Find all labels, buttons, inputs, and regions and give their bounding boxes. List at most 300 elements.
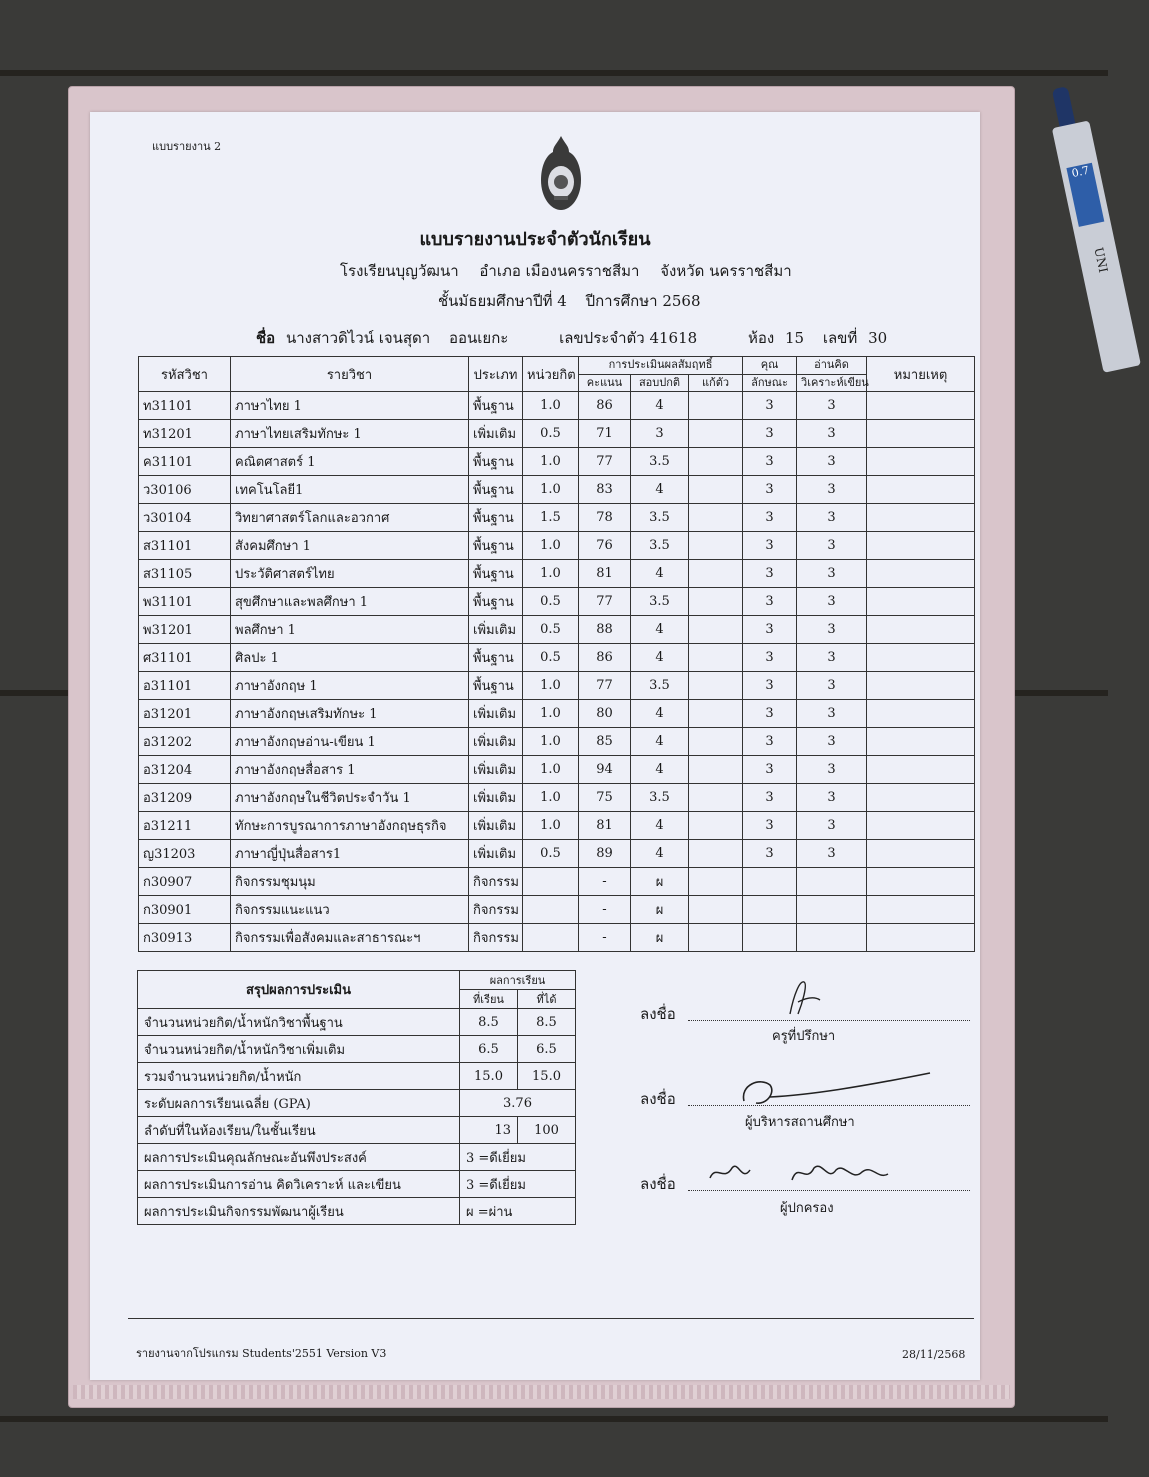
subject-character [743, 868, 797, 896]
subject-character: 3 [743, 784, 797, 812]
subject-name: กิจกรรมชุมนุม [231, 868, 469, 896]
subject-remark [867, 532, 975, 560]
grade-rows [139, 392, 975, 952]
header-code: รหัสวิชา [139, 357, 231, 392]
eval-label: ผลการประเมินการอ่าน คิดวิเคราะห์ และเขียน [138, 1171, 460, 1198]
subject-grade: 4 [631, 756, 689, 784]
summary-row-enrolled: 6.5 [460, 1036, 518, 1063]
subject-name: ภาษาอังกฤษในชีวิตประจำวัน 1 [231, 784, 469, 812]
subject-code: ก30901 [139, 896, 231, 924]
subject-grade: ผ [631, 896, 689, 924]
subject-type: พื้นฐาน [469, 532, 523, 560]
subject-credit: 0.5 [523, 616, 579, 644]
subject-character: 3 [743, 728, 797, 756]
subject-name: พลศึกษา 1 [231, 616, 469, 644]
summary-table [137, 970, 576, 1225]
table-row [139, 476, 975, 504]
header-type: ประเภท [469, 357, 523, 392]
subject-score: 77 [579, 588, 631, 616]
subject-character: 3 [743, 560, 797, 588]
subject-code: ท31201 [139, 420, 231, 448]
subject-score: 71 [579, 420, 631, 448]
subject-remark [867, 700, 975, 728]
pen-body [1052, 120, 1141, 372]
subject-code: ส31105 [139, 560, 231, 588]
subject-name: กิจกรรมแนะแนว [231, 896, 469, 924]
table-row [139, 616, 975, 644]
subject-type: เพิ่มเติม [469, 784, 523, 812]
subject-reading: 3 [797, 588, 867, 616]
subject-name: สังคมศึกษา 1 [231, 532, 469, 560]
subject-grade: 3.5 [631, 588, 689, 616]
room-value: 15 [784, 329, 805, 347]
subject-retake [689, 728, 743, 756]
subject-type: เพิ่มเติม [469, 840, 523, 868]
folder-zip-strip [73, 1385, 1010, 1399]
subject-reading: 3 [797, 644, 867, 672]
subject-score: 80 [579, 700, 631, 728]
subject-score: 94 [579, 756, 631, 784]
subject-reading: 3 [797, 504, 867, 532]
subject-retake [689, 448, 743, 476]
subject-score: 81 [579, 560, 631, 588]
subject-type: เพิ่มเติม [469, 756, 523, 784]
gpa-label: ระดับผลการเรียนเฉลี่ย (GPA) [138, 1090, 460, 1117]
eval-value: 3 =ดีเยี่ยม [460, 1171, 576, 1198]
subject-character [743, 924, 797, 952]
table-row [139, 420, 975, 448]
header-remark: หมายเหตุ [867, 357, 975, 392]
subject-grade: 3.5 [631, 504, 689, 532]
subject-character: 3 [743, 588, 797, 616]
summary-row-earned: 6.5 [518, 1036, 576, 1063]
subject-credit: 1.0 [523, 784, 579, 812]
table-row [139, 924, 975, 952]
eval-value: ผ =ผ่าน [460, 1198, 576, 1225]
subject-character: 3 [743, 812, 797, 840]
summary-title: สรุปผลการประเมิน [138, 971, 460, 1009]
signature-prefix: ลงชื่อ [640, 1175, 676, 1193]
subject-credit: 1.5 [523, 504, 579, 532]
table-row [139, 560, 975, 588]
subject-code: พ31101 [139, 588, 231, 616]
pen [1040, 82, 1149, 385]
subject-type: กิจกรรม [469, 924, 523, 952]
subject-remark [867, 616, 975, 644]
subject-credit: 0.5 [523, 588, 579, 616]
subject-character: 3 [743, 476, 797, 504]
subject-code: ว30106 [139, 476, 231, 504]
subject-credit: 0.5 [523, 840, 579, 868]
subject-character: 3 [743, 616, 797, 644]
subject-reading: 3 [797, 728, 867, 756]
subject-remark [867, 728, 975, 756]
subject-retake [689, 700, 743, 728]
subject-code: อ31201 [139, 700, 231, 728]
subject-grade: 3 [631, 420, 689, 448]
subject-reading: 3 [797, 812, 867, 840]
subject-code: อ31204 [139, 756, 231, 784]
signature-line [688, 1020, 970, 1021]
subject-retake [689, 504, 743, 532]
report-paper [90, 112, 980, 1380]
subject-code: ว30104 [139, 504, 231, 532]
subject-code: ศ31101 [139, 644, 231, 672]
footer-rule [128, 1318, 974, 1319]
subject-name: ภาษาญี่ปุ่นสื่อสาร1 [231, 840, 469, 868]
number-label: เลขที่ [822, 329, 858, 347]
subject-grade: 3.5 [631, 448, 689, 476]
student-name: นางสาวดิไวน์ เจนสุดา [285, 329, 431, 347]
subject-reading: 3 [797, 448, 867, 476]
subject-retake [689, 644, 743, 672]
subject-code: ก30913 [139, 924, 231, 952]
subject-type: กิจกรรม [469, 896, 523, 924]
subject-character: 3 [743, 392, 797, 420]
eval-label: ผลการประเมินกิจกรรมพัฒนาผู้เรียน [138, 1198, 460, 1225]
summary-result-header: ผลการเรียน [460, 971, 576, 990]
table-row [139, 728, 975, 756]
subject-score: - [579, 924, 631, 952]
subject-credit: 0.5 [523, 644, 579, 672]
subject-remark [867, 812, 975, 840]
subject-remark [867, 392, 975, 420]
subject-remark [867, 896, 975, 924]
header-character-1: คุณ [743, 357, 797, 375]
subject-score: 77 [579, 672, 631, 700]
table-row [139, 784, 975, 812]
subject-score: 75 [579, 784, 631, 812]
advisor-signature [780, 974, 826, 1024]
subject-character: 3 [743, 448, 797, 476]
table-row [139, 392, 975, 420]
pen-brand: UNI [1091, 246, 1111, 274]
subject-grade: 4 [631, 644, 689, 672]
footer-date: 28/11/2568 [902, 1348, 966, 1361]
signature-prefix: ลงชื่อ [640, 1005, 676, 1023]
table-row [139, 448, 975, 476]
director-signature [740, 1067, 940, 1115]
subject-retake [689, 812, 743, 840]
subject-reading: 3 [797, 700, 867, 728]
subject-remark [867, 756, 975, 784]
subject-score: - [579, 896, 631, 924]
subject-remark [867, 448, 975, 476]
table-row [139, 812, 975, 840]
subject-name: ภาษาอังกฤษเสริมทักษะ 1 [231, 700, 469, 728]
subject-reading [797, 896, 867, 924]
subject-type: พื้นฐาน [469, 588, 523, 616]
subject-credit: 0.5 [523, 420, 579, 448]
subject-name: ภาษาอังกฤษสื่อสาร 1 [231, 756, 469, 784]
subject-type: พื้นฐาน [469, 476, 523, 504]
subject-remark [867, 924, 975, 952]
subject-remark [867, 868, 975, 896]
academic-year: ปีการศึกษา 2568 [585, 292, 701, 310]
pen-label: 0.7 [1066, 163, 1104, 227]
subject-grade: 3.5 [631, 784, 689, 812]
subject-retake [689, 616, 743, 644]
table-row [139, 588, 975, 616]
subject-code: อ31211 [139, 812, 231, 840]
subject-remark [867, 476, 975, 504]
subject-retake [689, 924, 743, 952]
signature-role: ผู้บริหารสถานศึกษา [745, 1115, 855, 1130]
subject-remark [867, 784, 975, 812]
subject-retake [689, 392, 743, 420]
subject-code: พ31201 [139, 616, 231, 644]
subject-credit: 1.0 [523, 560, 579, 588]
summary-row-earned: 15.0 [518, 1063, 576, 1090]
header-credit: หน่วยกิต [523, 357, 579, 392]
subject-code: ก30907 [139, 868, 231, 896]
student-id: เลขประจำตัว 41618 [559, 329, 698, 347]
subject-reading: 3 [797, 420, 867, 448]
subject-code: อ31101 [139, 672, 231, 700]
summary-row-label: จำนวนหน่วยกิต/น้ำหนักวิชาเพิ่มเติม [138, 1036, 460, 1063]
subject-grade: 4 [631, 728, 689, 756]
subject-reading: 3 [797, 840, 867, 868]
subject-score: 86 [579, 644, 631, 672]
signature-role: ครูที่ปรึกษา [772, 1029, 836, 1044]
subject-reading: 3 [797, 784, 867, 812]
subject-credit: 1.0 [523, 392, 579, 420]
school-line [340, 259, 860, 283]
header-achievement: การประเมินผลสัมฤทธิ์ [579, 357, 743, 375]
subject-credit: 1.0 [523, 700, 579, 728]
subject-credit: 1.0 [523, 812, 579, 840]
subject-type: เพิ่มเติม [469, 420, 523, 448]
subject-retake [689, 756, 743, 784]
subject-code: ส31101 [139, 532, 231, 560]
student-surname: ออนเยกะ [449, 329, 509, 347]
table-row [139, 700, 975, 728]
table-row [139, 896, 975, 924]
subject-character: 3 [743, 532, 797, 560]
subject-type: เพิ่มเติม [469, 616, 523, 644]
subject-reading: 3 [797, 532, 867, 560]
subject-reading: 3 [797, 560, 867, 588]
subject-score: 77 [579, 448, 631, 476]
subject-reading [797, 868, 867, 896]
subject-score: 89 [579, 840, 631, 868]
subject-score: - [579, 868, 631, 896]
subject-retake [689, 672, 743, 700]
subject-type: พื้นฐาน [469, 672, 523, 700]
subject-character: 3 [743, 700, 797, 728]
subject-code: อ31209 [139, 784, 231, 812]
subject-code: อ31202 [139, 728, 231, 756]
subject-character: 3 [743, 672, 797, 700]
header-reading-1: อ่านคิด [797, 357, 867, 375]
header-reading-2: วิเคราะห์เขียน [797, 374, 867, 392]
header-retake: แก้ตัว [689, 374, 743, 392]
subject-name: คณิตศาสตร์ 1 [231, 448, 469, 476]
number-value: 30 [868, 329, 888, 347]
subject-reading: 3 [797, 756, 867, 784]
eval-value: 3 =ดีเยี่ยม [460, 1144, 576, 1171]
subject-reading: 3 [797, 392, 867, 420]
subject-remark [867, 560, 975, 588]
subject-name: ภาษาอังกฤษอ่าน-เขียน 1 [231, 728, 469, 756]
subject-code: ญ31203 [139, 840, 231, 868]
wood-seam [0, 70, 1108, 76]
subject-credit [523, 868, 579, 896]
summary-row-enrolled: 8.5 [460, 1009, 518, 1036]
subject-retake [689, 868, 743, 896]
guardian-signature [702, 1152, 902, 1192]
subject-character: 3 [743, 756, 797, 784]
subject-type: เพิ่มเติม [469, 728, 523, 756]
subject-score: 85 [579, 728, 631, 756]
level-line [438, 289, 701, 313]
subject-grade: 4 [631, 616, 689, 644]
subject-grade: 4 [631, 812, 689, 840]
summary-row-label: จำนวนหน่วยกิต/น้ำหนักวิชาพื้นฐาน [138, 1009, 460, 1036]
subject-character: 3 [743, 840, 797, 868]
subject-credit: 1.0 [523, 448, 579, 476]
grades-table [138, 356, 975, 952]
subject-type: พื้นฐาน [469, 448, 523, 476]
form-label: แบบรายงาน 2 [152, 140, 222, 153]
subject-remark [867, 644, 975, 672]
subject-credit [523, 924, 579, 952]
subject-name: ภาษาอังกฤษ 1 [231, 672, 469, 700]
subject-grade: 4 [631, 840, 689, 868]
subject-score: 81 [579, 812, 631, 840]
header-subject: รายวิชา [231, 357, 469, 392]
subject-credit [523, 896, 579, 924]
wood-seam [0, 1416, 1108, 1422]
table-row [139, 756, 975, 784]
school-name: โรงเรียนบุญวัฒนา [340, 262, 459, 280]
subject-type: เพิ่มเติม [469, 812, 523, 840]
subject-name: ศิลปะ 1 [231, 644, 469, 672]
subject-remark [867, 840, 975, 868]
subject-credit: 1.0 [523, 476, 579, 504]
subject-name: ทักษะการบูรณาการภาษาอังกฤษธุรกิจ [231, 812, 469, 840]
subject-reading: 3 [797, 616, 867, 644]
table-row [139, 672, 975, 700]
subject-reading: 3 [797, 672, 867, 700]
subject-type: พื้นฐาน [469, 644, 523, 672]
summary-row-label: รวมจำนวนหน่วยกิต/น้ำหนัก [138, 1063, 460, 1090]
subject-character: 3 [743, 420, 797, 448]
subject-score: 76 [579, 532, 631, 560]
subject-name: สุขศึกษาและพลศึกษา 1 [231, 588, 469, 616]
table-row [139, 644, 975, 672]
subject-remark [867, 672, 975, 700]
room-label: ห้อง [747, 329, 775, 347]
subject-grade: 4 [631, 700, 689, 728]
subject-retake [689, 420, 743, 448]
subject-code: ค31101 [139, 448, 231, 476]
eval-label: ผลการประเมินคุณลักษณะอันพึงประสงค์ [138, 1144, 460, 1171]
signature-role: ผู้ปกครอง [780, 1201, 834, 1216]
name-label: ชื่อ [256, 329, 276, 347]
subject-character: 3 [743, 504, 797, 532]
summary-row-enrolled: 15.0 [460, 1063, 518, 1090]
subject-name: เทคโนโลยี1 [231, 476, 469, 504]
report-title: แบบรายงานประจำตัวนักเรียน [419, 229, 651, 250]
table-row [139, 840, 975, 868]
subject-credit: 1.0 [523, 728, 579, 756]
subject-retake [689, 560, 743, 588]
subject-credit: 1.0 [523, 672, 579, 700]
school-seal-icon [539, 134, 583, 212]
subject-code: ท31101 [139, 392, 231, 420]
subject-retake [689, 896, 743, 924]
rank-label: ลำดับที่ในห้องเรียน/ในชั้นเรียน [138, 1117, 460, 1144]
grade-level: ชั้นมัธยมศึกษาปีที่ 4 [438, 292, 567, 310]
subject-grade: 4 [631, 560, 689, 588]
subject-name: ภาษาไทยเสริมทักษะ 1 [231, 420, 469, 448]
subject-reading: 3 [797, 476, 867, 504]
subject-name: กิจกรรมเพื่อสังคมและสาธารณะฯ [231, 924, 469, 952]
subject-grade: 3.5 [631, 672, 689, 700]
header-grade: สอบปกติ [631, 374, 689, 392]
table-row [139, 504, 975, 532]
table-row [139, 532, 975, 560]
subject-credit: 1.0 [523, 532, 579, 560]
subject-credit: 1.0 [523, 756, 579, 784]
table-row [139, 868, 975, 896]
header-character-2: ลักษณะ [743, 374, 797, 392]
subject-name: วิทยาศาสตร์โลกและอวกาศ [231, 504, 469, 532]
subject-character: 3 [743, 644, 797, 672]
subject-retake [689, 476, 743, 504]
subject-grade: 4 [631, 476, 689, 504]
subject-retake [689, 588, 743, 616]
subject-remark [867, 504, 975, 532]
subject-score: 86 [579, 392, 631, 420]
summary-row-earned: 8.5 [518, 1009, 576, 1036]
subject-retake [689, 532, 743, 560]
subject-grade: ผ [631, 868, 689, 896]
subject-type: เพิ่มเติม [469, 700, 523, 728]
student-line [256, 326, 896, 350]
pen-cap [1052, 86, 1076, 128]
rank-class: 13 [460, 1117, 518, 1144]
subject-grade: ผ [631, 924, 689, 952]
subject-type: พื้นฐาน [469, 504, 523, 532]
subject-name: ประวัติศาสตร์ไทย [231, 560, 469, 588]
subject-reading [797, 924, 867, 952]
subject-remark [867, 588, 975, 616]
rank-level: 100 [518, 1117, 576, 1144]
subject-character [743, 896, 797, 924]
gpa-value: 3.76 [460, 1090, 576, 1117]
subject-remark [867, 420, 975, 448]
footer-program: รายงานจากโปรแกรม Students'2551 Version V3 [136, 1347, 387, 1360]
district: อำเภอ เมืองนครราชสีมา [479, 262, 640, 280]
signature-prefix: ลงชื่อ [640, 1090, 676, 1108]
subject-grade: 3.5 [631, 532, 689, 560]
subject-score: 83 [579, 476, 631, 504]
subject-type: พื้นฐาน [469, 560, 523, 588]
province: จังหวัด นครราชสีมา [660, 262, 792, 280]
summary-col-enrolled: ที่เรียน [460, 990, 518, 1009]
subject-type: กิจกรรม [469, 868, 523, 896]
header-score: คะแนน [579, 374, 631, 392]
subject-type: พื้นฐาน [469, 392, 523, 420]
summary-col-earned: ที่ได้ [518, 990, 576, 1009]
subject-retake [689, 784, 743, 812]
subject-grade: 4 [631, 392, 689, 420]
subject-retake [689, 840, 743, 868]
subject-score: 88 [579, 616, 631, 644]
subject-score: 78 [579, 504, 631, 532]
